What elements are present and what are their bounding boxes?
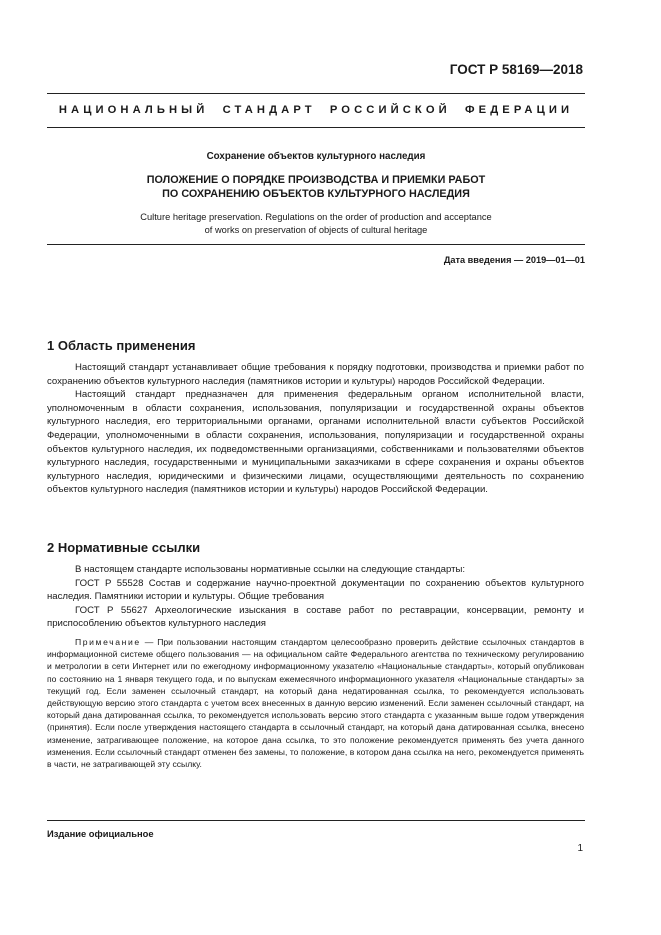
english-title-line: of works on preservation of objects of cultural heritage xyxy=(204,224,428,235)
section-references-body xyxy=(47,563,584,631)
header-divider-bottom xyxy=(47,127,585,128)
official-edition-label: Издание официальное xyxy=(47,828,154,839)
section-heading-scope: 1 Область применения xyxy=(47,338,196,353)
note-paragraph xyxy=(47,636,584,770)
standard-title xyxy=(47,173,585,201)
standard-title-line: ПОЛОЖЕНИЕ О ПОРЯДКЕ ПРОИЗВОДСТВА И ПРИЕМКИ РАБОТ xyxy=(146,174,486,186)
standard-series-title: Сохранение объектов культурного наследия xyxy=(206,151,426,162)
paragraph: Настоящий стандарт устанавливает общие требования к порядку подготовки, производства и приемки работ по сохранению объектов культурного наследия (памятников истории и культуры) народов Российской Федерации. xyxy=(47,362,584,387)
standard-title-line: ПО СОХРАНЕНИЮ ОБЪЕКТОВ КУЛЬТУРНОГО НАСЛЕДИЯ xyxy=(162,188,470,200)
note-block xyxy=(47,636,584,770)
note-text: — При пользовании настоящим стандартом целесообразно проверить действие ссылочных стандартов в информационной системе общего пользования — на официальном сайте Федерального агентства по техническому регулированию и метрологии в сети Интернет или по ежегодному информационному указателю «Национальные стандарты», который опубликован по состоянию на 1 января текущего года, и по выпускам ежемесячного информационного указателя «Национальные стандарты» за текущий год. Если заменен ссылочный стандарт, на который дана недатированная ссылка, то рекомендуется использовать действующую версию этого стандарта с учетом всех внесенных в данную версию изменений. Если заменен ссылочный стандарт, на который дана датированная ссылка, то рекомендуется использовать версию этого стандарта с указанным выше годом утверждения (принятия). Если после утверждения настоящего стандарта в ссылочный стандарт, на который дана датированная ссылка, внесено изменение, затрагивающее положение, на которое дана ссылка, то это положение рекомендуется применять без учета данного изменения. Если ссылочный стандарт отменен без замены, то положение, в котором дана ссылка на него, рекомендуется применять в части, не затрагивающей эту ссылку. xyxy=(47,637,585,770)
reference-item: ГОСТ Р 55528 Состав и содержание научно-проектной документации по сохранению объектов культурного наследия. Памятники истории и культуры. Общие требования xyxy=(47,577,584,603)
section-scope-body xyxy=(47,361,584,497)
english-title xyxy=(47,211,585,236)
paragraph: В настоящем стандарте использованы нормативные ссылки на следующие стандарты: xyxy=(75,564,466,575)
english-title-line: Culture heritage preservation. Regulations on the order of production and acceptance xyxy=(140,212,492,222)
page-number: 1 xyxy=(577,843,583,854)
note-label: Примечание xyxy=(75,637,141,647)
paragraph: Настоящий стандарт предназначен для применения федеральным органом исполнительной власти, уполномоченным в области сохранения, использования, популяризации и государственной охраны объектов культурного наследия, его территориальными органами, органами исполнительной власти субъектов Российской Федерации, уполномоченными в области сохранения, использования, популяризации и государственной охраны объектов культурного наследия, их подведомственными организациями, собственниками и пользователями объектов культурного наследия, государственными и муниципальными заказчиками в сфере сохранения и охраны объектов культурного наследия, юридическими и физическими лицами, осуществляющими деятельность по сохранению объектов культурного наследия (памятников истории и культуры) народов Российской Федерации. xyxy=(47,389,584,496)
header-divider-top xyxy=(47,93,585,94)
section-heading-normative-references: 2 Нормативные ссылки xyxy=(47,540,201,555)
document-number: ГОСТ Р 58169—2018 xyxy=(449,62,583,77)
footer-divider xyxy=(47,820,585,821)
reference-item: ГОСТ Р 55627 Археологические изыскания в составе работ по реставрации, консервации, ремонту и приспособлению объектов культурного наследия xyxy=(47,604,584,630)
national-standard-banner: НАЦИОНАЛЬНЫЙ СТАНДАРТ РОССИЙСКОЙ ФЕДЕРАЦИИ xyxy=(58,104,574,116)
introduction-date: Дата введения — 2019—01—01 xyxy=(443,255,585,265)
title-divider xyxy=(47,244,585,245)
